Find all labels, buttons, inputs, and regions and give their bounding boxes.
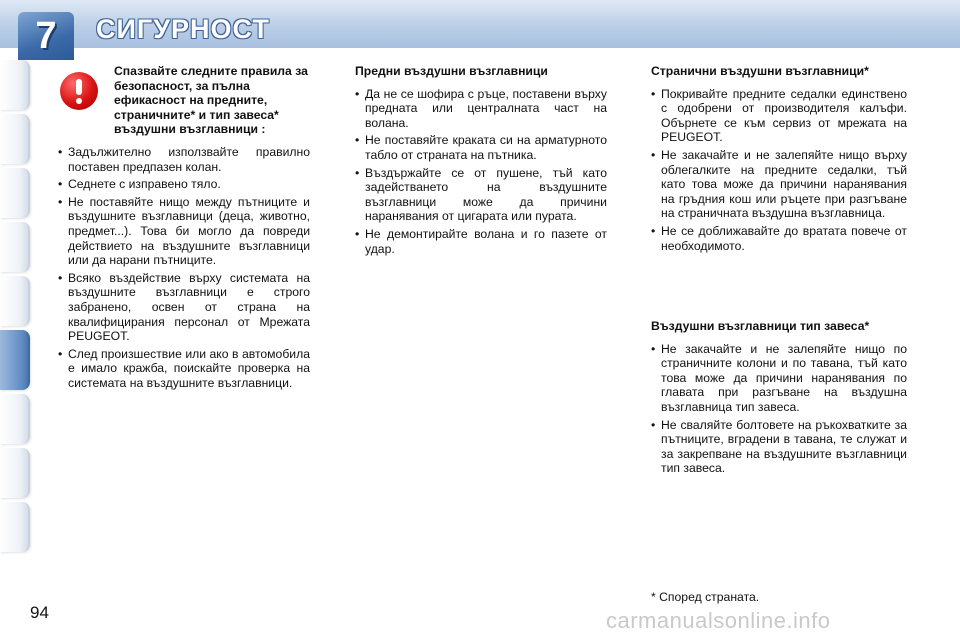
rules-list bbox=[58, 145, 310, 391]
list-item: • Въздържайте се от пушене, тъй като задействането на въздушните възглавници може да причини наранявания от цигарата или пурата. bbox=[355, 166, 607, 224]
chapter-tab[interactable] bbox=[0, 222, 30, 272]
front-airbags-list bbox=[355, 87, 607, 257]
header-divider bbox=[0, 48, 960, 52]
list-item: • Не демонтирайте волана и го пазете от удар. bbox=[355, 227, 607, 256]
list-item: • След произшествие или ако в автомобила е имало кражба, поискайте проверка на системата на въздушните възглавници. bbox=[58, 347, 310, 391]
list-item: • Не поставяйте нищо между пътниците и въздушните възглавници (деца, животно, предмет...). Това би могло да повреди действието на въздушните възглавници или да нарани пътниците. bbox=[58, 195, 310, 268]
list-item: • Всяко въздействие върху системата на въздушните възглавници е строго забранено, освен от страна на квалифицирания персонал от Мрежата PEUGEOT. bbox=[58, 271, 310, 344]
watermark: carmanualsonline.info bbox=[606, 608, 831, 633]
chapter-tab[interactable] bbox=[0, 168, 30, 218]
list-item: • Не закачайте и не залепяйте нищо по страничните колони и по тавана, тъй като това може да причини наранявания по главата при разгъване на въздушна възглавница тип завеса. bbox=[651, 342, 907, 415]
chapter-tab[interactable] bbox=[0, 60, 30, 110]
chapter-tab[interactable] bbox=[0, 502, 30, 552]
curtain-airbags-list bbox=[651, 342, 907, 476]
chapter-tab[interactable] bbox=[0, 448, 30, 498]
list-item: • Задължително използвайте правилно поставен предпазен колан. bbox=[58, 145, 310, 174]
list-item: • Не поставяйте краката си на арматурното табло от страната на пътника. bbox=[355, 133, 607, 162]
list-item: • Покривайте предните седалки единствено с одобрени от производителя калъфи. Обърнете се към сервиз от мрежата на PEUGEOT. bbox=[651, 87, 907, 145]
warning-block bbox=[58, 64, 310, 137]
chapter-tab[interactable] bbox=[0, 276, 30, 326]
list-item: • Не закачайте и не залепяйте нищо върху облегалките на предните седалки, тъй като това може да причини наранявания на гръдния кош или ръцете при разгъване на страничната въздушна възглавница. bbox=[651, 148, 907, 221]
footnote: * Според страната. bbox=[651, 590, 760, 604]
section-title: Въздушни възглавници тип завеса* bbox=[651, 319, 870, 333]
list-item: • Да не се шофира с ръце, поставени върху предната или централната част на волана. bbox=[355, 87, 607, 131]
chapter-tab-active[interactable] bbox=[0, 330, 30, 390]
side-airbags-list bbox=[651, 87, 907, 254]
curtain-airbags-section bbox=[651, 319, 907, 479]
chapter-title: СИГУРНОСТ bbox=[96, 14, 270, 44]
list-item: • Седнете с изправено тяло. bbox=[58, 177, 310, 192]
section-title: Предни въздушни възглавници bbox=[355, 64, 548, 78]
chapter-number: 7 bbox=[35, 14, 57, 57]
list-item: • Не сваляйте болтовете на ръкохватките за пътниците, вградени в тавана, те служат и за закрепване на въздушните възглавници тип завеса. bbox=[651, 418, 907, 476]
chapter-tab[interactable] bbox=[0, 114, 30, 164]
section-title: Странични въздушни възглавници* bbox=[651, 64, 869, 78]
column-side-airbags bbox=[651, 64, 907, 604]
column-front-airbags bbox=[355, 64, 607, 259]
warning-title: Спазвайте следните правила за безопасност, за пълна ефикасност на предните, страничните* и тип завеса* въздушни възглавници : bbox=[114, 64, 308, 137]
list-item: • Не се доближавайте до вратата повече от необходимото. bbox=[651, 224, 907, 253]
column-general-rules bbox=[58, 64, 310, 393]
page-number: 94 bbox=[30, 603, 49, 622]
chapter-tab[interactable] bbox=[0, 394, 30, 444]
chapter-badge bbox=[18, 12, 74, 60]
exclamation-circle-icon bbox=[60, 72, 98, 110]
chapter-tabs bbox=[0, 60, 32, 580]
